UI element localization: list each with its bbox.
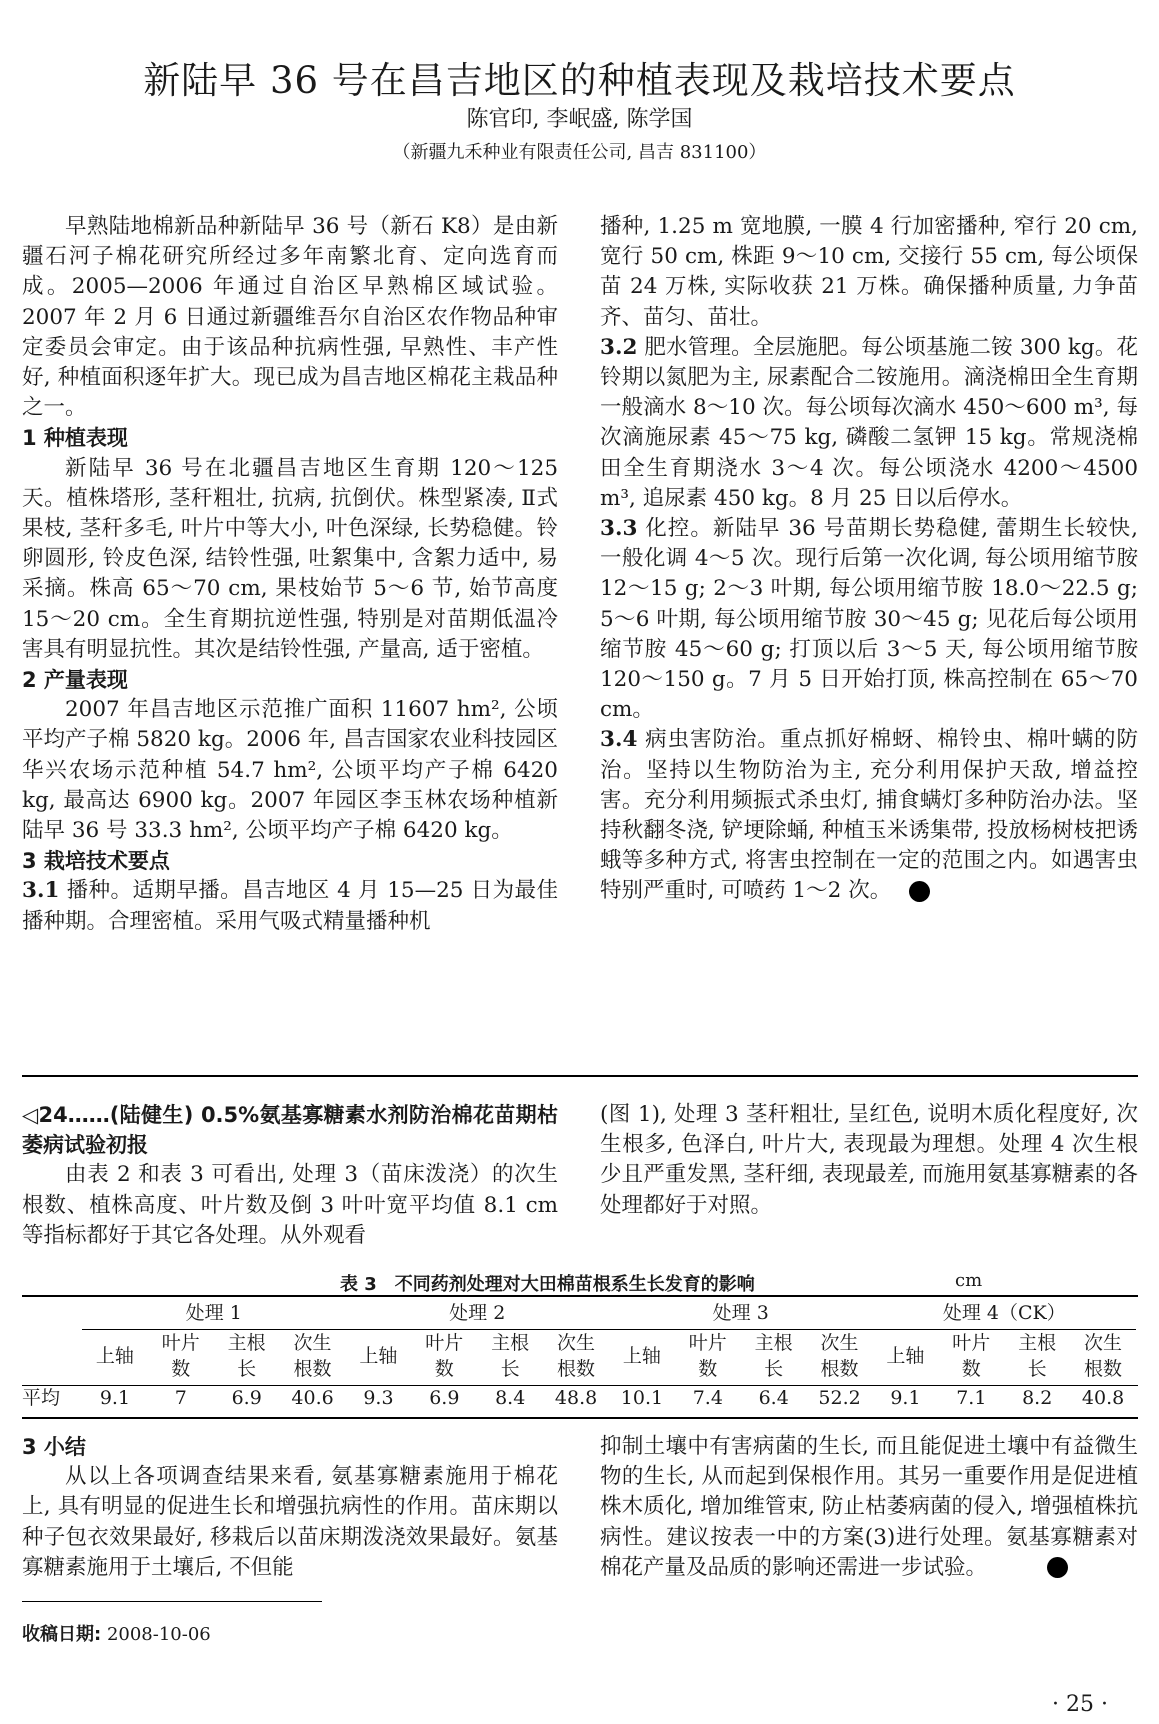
footnote-rule	[22, 1601, 322, 1602]
group-header: 处理 3	[609, 1297, 873, 1329]
table-corner-cell	[22, 1297, 82, 1329]
group-header: 处理 4（CK）	[873, 1297, 1137, 1329]
received-date-line	[22, 1620, 211, 1646]
section-3-2-body: 肥水管理。全层施肥。每公顷基施二铵 300 kg。花铃期以氮肥为主, 尿素配合二铵施用。滴浇棉田全生育期一般滴水 8～10 次。每公顷每次滴水 450～600 m³, 每次滴施尿素 45～75 kg, 磷酸二氢钾 15 kg。常规浇棉田全生育期浇水 3～4 次。每公顷浇水 4200～4500 m³, 追尿素 450 kg。8 月 25 日以后停水。	[600, 334, 1138, 511]
column-header: 上轴	[359, 1344, 398, 1367]
section-3-1	[22, 876, 558, 936]
column-header: 根数	[557, 1357, 596, 1380]
column-header: 次生	[820, 1331, 859, 1354]
column-header: 数	[961, 1357, 981, 1380]
row-label: 平均	[22, 1386, 61, 1409]
column-header: 叶片	[952, 1331, 991, 1354]
column-header: 叶片	[425, 1331, 464, 1354]
intro-paragraph: 早熟陆地棉新品种新陆早 36 号（新石 K8）是由新疆石河子棉花研究所经过多年南繁北育、定向选育而成。2005—2006 年通过自治区早熟棉区域试验。2007 年 2 月 6 日通过新疆维吾尔自治区农作物品种审定委员会审定。由于该品种抗病性强, 早熟性、丰产性好, 种植面积逐年扩大。现已成为昌吉地区棉花主栽品种之一。	[22, 214, 558, 421]
column-header: 次生	[293, 1331, 332, 1354]
column-header: 次生	[1084, 1331, 1123, 1354]
column-header: 次生	[557, 1331, 596, 1354]
page-number: · 25 ·	[1052, 1692, 1108, 1717]
summary-paragraph-cont-text: 抑制土壤中有害病菌的生长, 而且能促进土壤中有益微生物的生长, 从而起到保根作用。其另一重要作用是促进植株木质化, 增加维管束, 防止枯萎病菌的侵入, 增强植株抗病性。建议按表一中的方案(3)进行处理。氨基寡糖素对棉花产量及品质的影响还需进一步试验。	[600, 1434, 1138, 1580]
received-label: 收稿日期:	[22, 1624, 102, 1645]
continued-left-column	[22, 1100, 558, 1251]
section-2-heading: 2 产量表现	[22, 668, 128, 693]
column-header: 根数	[1084, 1357, 1123, 1380]
section-3-4	[600, 725, 1138, 906]
column-header: 数	[698, 1357, 718, 1380]
continued-paragraph: 由表 2 和表 3 可看出, 处理 3（苗床泼浇）的次生根数、植株高度、叶片数及倒 3 叶叶宽平均值 8.1 cm等指标都好于其它各处理。从外观看	[22, 1162, 558, 1248]
article-left-column	[22, 212, 558, 937]
table-cell: 40.8	[1081, 1386, 1125, 1409]
end-mark-icon	[1047, 1557, 1068, 1578]
table-caption: 表 3 不同药剂处理对大田棉苗根系生长发育的影响	[340, 1274, 755, 1295]
table-cell: 6.9	[231, 1386, 262, 1409]
section-3-1-label: 3.1	[22, 878, 60, 904]
table-cell: 8.2	[1022, 1386, 1053, 1409]
table-corner-cell	[22, 1329, 82, 1382]
section-3-1-body: 播种。适期早播。昌吉地区 4 月 15—25 日为最佳播种期。合理密植。采用气吸式精量播种机	[22, 878, 558, 934]
summary-paragraph: 从以上各项调查结果来看, 氨基寡糖素施用于棉花上, 具有明显的促进生长和增强抗病性的作用。苗床期以种子包衣效果最好, 移栽后以苗床期泼浇效果最好。氨基寡糖素施用于土壤后, 不但能	[22, 1464, 558, 1580]
column-header: 主根	[754, 1331, 793, 1354]
table-cell: 9.1	[890, 1386, 921, 1409]
article-right-column	[600, 212, 1138, 907]
section-1-heading: 1 种植表现	[22, 426, 128, 451]
table-cell: 40.6	[291, 1386, 334, 1409]
authors: 陈官印, 李岷盛, 陈学国	[466, 107, 693, 132]
section-3-4-label: 3.4	[600, 727, 638, 753]
table-unit: cm	[955, 1270, 983, 1291]
affiliation: （新疆九禾种业有限责任公司, 昌吉 831100）	[392, 142, 767, 163]
column-header: 根数	[820, 1357, 859, 1380]
column-header: 叶片	[688, 1331, 727, 1354]
table-cell: 9.3	[363, 1386, 394, 1409]
summary-paragraph-cont	[600, 1432, 1138, 1583]
column-header: 长	[237, 1357, 257, 1380]
table-cell: 8.4	[495, 1386, 526, 1409]
column-header: 数	[171, 1357, 191, 1380]
received-date: 2008-10-06	[106, 1624, 211, 1645]
section-1-body: 新陆早 36 号在北疆昌吉地区生育期 120～125 天。植株塔形, 茎秆粗壮, 抗病, 抗倒伏。株型紧凑, Ⅱ式果枝, 茎秆多毛, 叶片中等大小, 叶色深绿, 长势稳健。铃卵圆形, 铃皮色深, 结铃性强, 吐絮集中, 含絮力适中, 易采摘。株高 65～70 cm, 果枝始节 5～6 节, 始节高度 15～20 cm。全生育期抗逆性强, 特别是对苗期低温冷害具有明显抗性。其次是结铃性强, 产量高, 适于密植。	[22, 455, 558, 662]
column-header: 上轴	[95, 1344, 134, 1367]
article-title: 新陆早 36 号在昌吉地区的种植表现及栽培技术要点	[143, 59, 1016, 102]
column-header: 上轴	[886, 1344, 925, 1367]
table-cell: 9.1	[99, 1386, 131, 1409]
summary-left-column	[22, 1432, 558, 1583]
continued-heading: ◁24……(陆健生) 0.5%氨基寡糖素水剂防治棉花苗期枯萎病试验初报	[22, 1103, 558, 1158]
column-header: 长	[500, 1357, 520, 1380]
column-header: 主根	[491, 1331, 530, 1354]
table-cell: 7.4	[692, 1386, 723, 1409]
summary-right-column	[600, 1432, 1138, 1583]
section-3-1-continued: 播种, 1.25 m 宽地膜, 一膜 4 行加密播种, 窄行 20 cm, 宽行 50 cm, 株距 9～10 cm, 交接行 55 cm, 每公顷保苗 24 万株, 实际收获 21 万株。确保播种质量, 力争苗齐、苗匀、苗壮。	[600, 214, 1138, 330]
table-cell: 10.1	[620, 1386, 664, 1409]
summary-heading: 3 小结	[22, 1435, 86, 1459]
column-header: 长	[764, 1357, 784, 1380]
article-separator	[22, 1075, 1138, 1077]
continued-paragraph-cont: (图 1), 处理 3 茎秆粗壮, 呈红色, 说明木质化程度好, 次生根多, 色泽白, 叶片大, 表现最为理想。处理 4 次生根少且严重发黑, 茎秆细, 表现最差, 而施用氨基寡糖素的各处理都好于对照。	[600, 1102, 1138, 1218]
section-3-heading: 3 栽培技术要点	[22, 849, 170, 874]
column-header: 数	[434, 1357, 454, 1380]
column-header: 根数	[293, 1357, 332, 1380]
section-2-body: 2007 年昌吉地区示范推广面积 11607 hm², 公顷平均产子棉 5820 kg。2006 年, 昌吉国家农业科技园区华兴农场示范种植 54.7 hm², 公顷平均产子棉 6420 kg, 最高达 6900 kg。2007 年园区李玉林农场种植新陆早 36 号 33.3 hm², 公顷平均产子棉 6420 kg。	[22, 697, 558, 844]
column-header: 上轴	[622, 1344, 661, 1367]
table-bottom-rule	[22, 1417, 1138, 1419]
continued-right-column	[600, 1100, 1138, 1221]
group-header: 处理 2	[346, 1297, 610, 1329]
section-3-3-label: 3.3	[600, 516, 638, 542]
table-cell: 7.1	[956, 1386, 987, 1409]
column-header: 叶片	[161, 1331, 200, 1354]
end-mark-icon	[909, 881, 930, 902]
table-cell: 48.8	[554, 1386, 598, 1409]
table-cell: 52.2	[818, 1386, 861, 1409]
table-cell: 6.4	[758, 1386, 789, 1409]
column-header: 长	[1027, 1357, 1047, 1380]
table-cell: 7	[174, 1386, 187, 1409]
table-cell: 6.9	[429, 1386, 460, 1409]
section-3-2	[600, 333, 1138, 514]
section-3-4-body: 病虫害防治。重点抓好棉蚜、棉铃虫、棉叶螨的防治。坚持以生物防治为主, 充分利用保护天敌, 增益控害。充分利用频振式杀虫灯, 捕食螨灯多种防治办法。坚持秋翻冬浇, 铲埂除蛹, 种植玉米诱集带, 投放杨树枝把诱蛾等多种方式, 将害虫控制在一定的范围之内。如遇害虫特别严重时, 可喷药 1～2 次。	[600, 727, 1138, 904]
group-header: 处理 1	[82, 1297, 346, 1329]
section-3-2-label: 3.2	[600, 334, 638, 360]
column-header: 主根	[227, 1331, 266, 1354]
section-3-3	[600, 514, 1138, 725]
section-3-3-body: 化控。新陆早 36 号苗期长势稳健, 蕾期生长较快, 一般化调 4～5 次。现行后第一次化调, 每公顷用缩节胺 12～15 g; 2～3 叶期, 每公顷用缩节胺 18.0～22.5 g; 5～6 叶期, 每公顷用缩节胺 30～45 g; 见花后每公顷用缩节胺 45～60 g; 打顶以后 3～5 天, 每公顷用缩节胺 120～150 g。7 月 5 日开始打顶, 株高控制在 65～70 cm。	[600, 516, 1138, 723]
column-header: 主根	[1018, 1331, 1057, 1354]
table-3	[22, 1297, 1136, 1414]
